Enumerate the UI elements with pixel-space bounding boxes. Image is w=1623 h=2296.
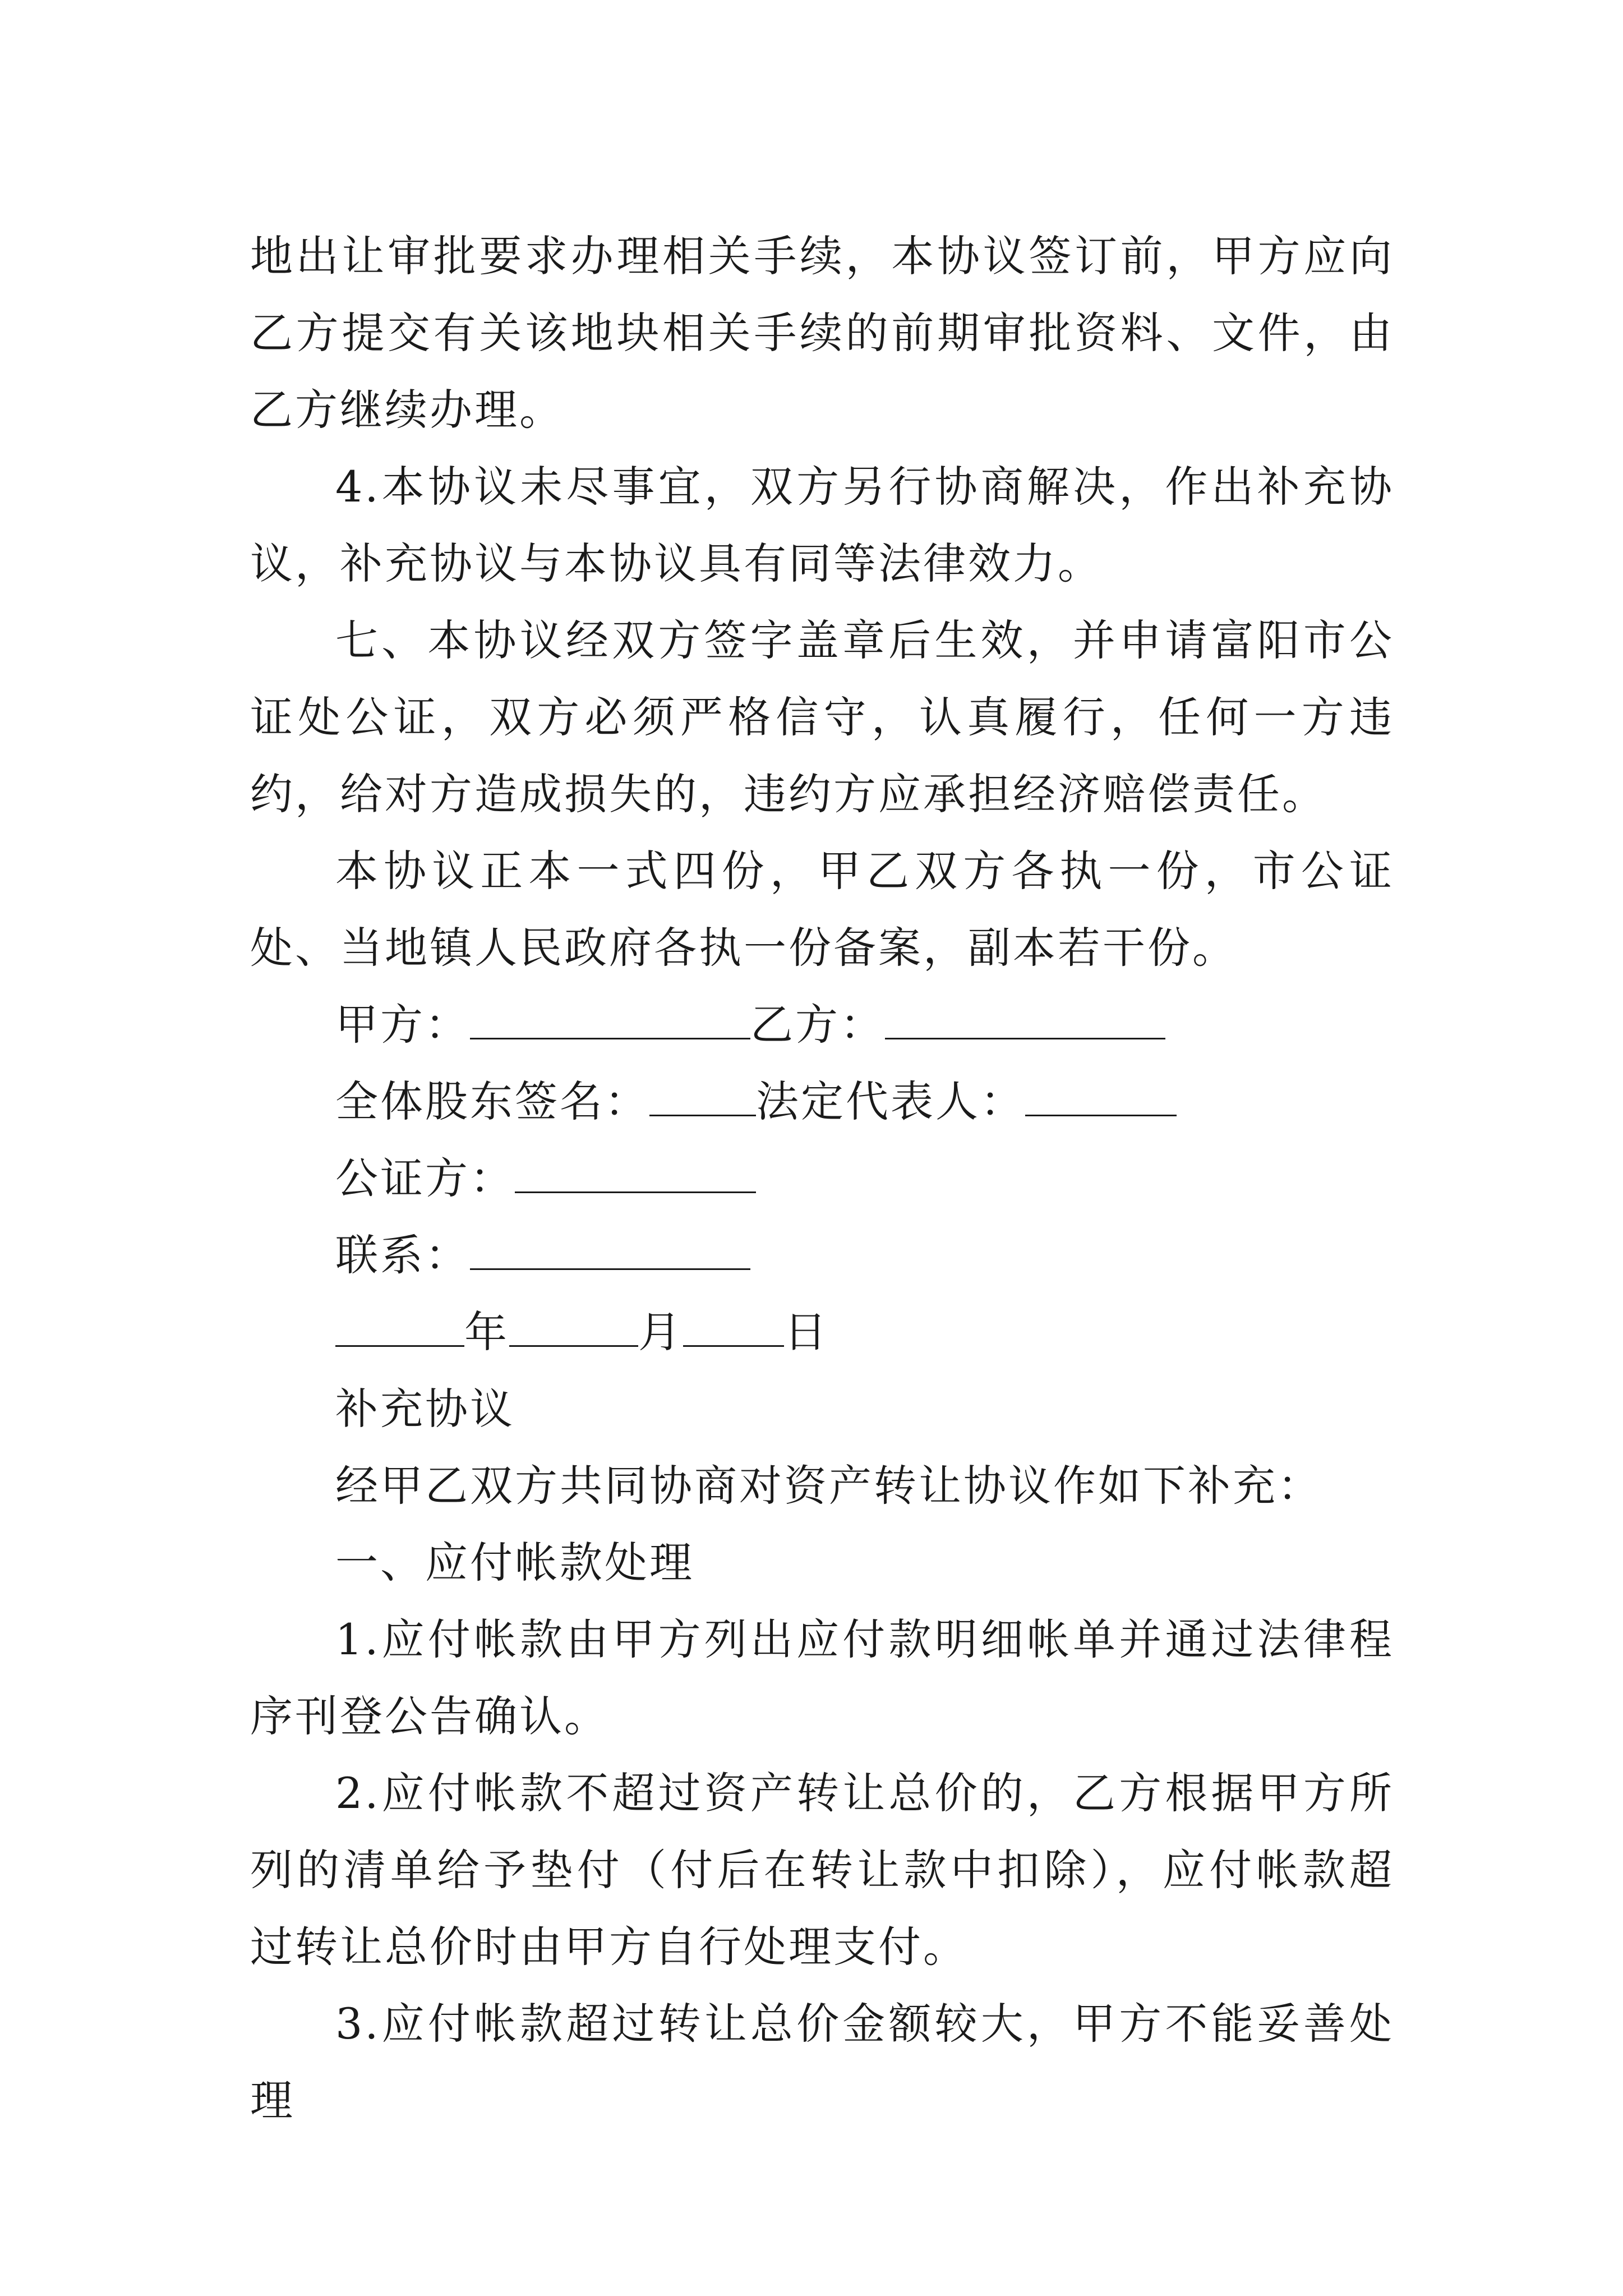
party-a-label: 甲方： xyxy=(335,1000,470,1050)
year-blank xyxy=(335,1309,464,1347)
document-body xyxy=(250,218,1394,2139)
signature-line-date xyxy=(250,1294,1394,1370)
signature-line-representatives xyxy=(250,1063,1394,1140)
month-blank xyxy=(509,1309,638,1347)
day-label: 日 xyxy=(784,1307,829,1357)
supplement-section-1-heading: 一、应付帐款处理 xyxy=(335,1538,694,1588)
paragraph-copies: 本协议正本一式四份，甲乙双方各执一份，市公证处、当地镇人民政府各执一份备案，副本若干份。 xyxy=(250,846,1394,973)
shareholders-blank xyxy=(649,1079,756,1116)
contact-blank xyxy=(470,1232,750,1270)
signature-line-notary xyxy=(250,1140,1394,1217)
supplement-title: 补充协议 xyxy=(335,1384,515,1434)
paragraph-land-approval: 地出让审批要求办理相关手续，本协议签订前，甲方应向乙方提交有关该地块相关手续的前期审批资料、文件，由乙方继续办理。 xyxy=(250,231,1394,435)
supplement-item-2: 2.应付帐款不超过资产转让总价的，乙方根据甲方所列的清单给予垫付（付后在转让款中扣除），应付帐款超过转让总价时由甲方自行处理支付。 xyxy=(250,1768,1394,1972)
supplement-item-1: 1.应付帐款由甲方列出应付款明细帐单并通过法律程序刊登公告确认。 xyxy=(250,1614,1394,1741)
contact-label: 联系： xyxy=(335,1230,470,1280)
notary-blank xyxy=(515,1156,756,1193)
year-label: 年 xyxy=(464,1307,509,1357)
legal-rep-blank xyxy=(1025,1079,1177,1116)
legal-rep-label: 法定代表人： xyxy=(756,1076,1025,1126)
day-blank xyxy=(683,1309,784,1347)
month-label: 月 xyxy=(638,1307,683,1357)
supplement-intro: 经甲乙双方共同协商对资产转让协议作如下补充： xyxy=(335,1461,1322,1511)
party-b-blank xyxy=(885,1002,1165,1039)
supplement-item-3: 3.应付帐款超过转让总价金额较大，甲方不能妥善处理 xyxy=(250,1999,1394,2125)
signature-line-contact xyxy=(250,1217,1394,1294)
notary-label: 公证方： xyxy=(335,1153,515,1203)
paragraph-item-4: 4.本协议未尽事宜，双方另行协商解决，作出补充协议，补充协议与本协议具有同等法律效力。 xyxy=(250,462,1394,588)
signature-line-parties xyxy=(250,986,1394,1063)
paragraph-article-7: 七、本协议经双方签字盖章后生效，并申请富阳市公证处公证，双方必须严格信守，认真履行，任何一方违约，给对方造成损失的，违约方应承担经济赔偿责任。 xyxy=(250,615,1394,819)
party-a-blank xyxy=(470,1002,750,1039)
party-b-label: 乙方： xyxy=(750,1000,885,1050)
shareholders-label: 全体股东签名： xyxy=(335,1076,649,1126)
